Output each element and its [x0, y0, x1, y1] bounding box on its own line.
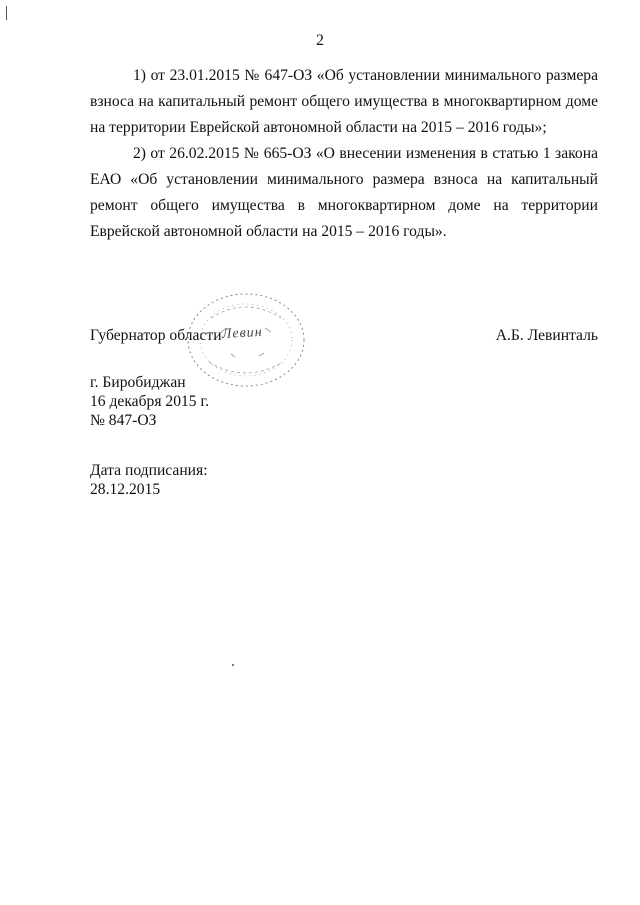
governor-name: А.Б. Левинталь [495, 327, 598, 344]
signing-date-value: 28.12.2015 [90, 481, 161, 498]
scan-speck [232, 664, 234, 666]
scan-edge-mark [6, 6, 7, 20]
list-item: 1) от 23.01.2015 № 647-ОЗ «Об установлении минимального размера взноса на капитальный ремонт общего имущества в многоквартирном доме на территории Еврейской автономной области на 2015 – 2016 годы»; [90, 67, 598, 136]
law-number: № 847-ОЗ [90, 412, 157, 429]
signing-date-block [90, 461, 208, 499]
list-item: 2) от 26.02.2015 № 665-ОЗ «О внесении изменения в статью 1 закона ЕАО «Об установлении минимального размера взноса на капитальный ремонт общего имущества в многоквартирном доме на территории Еврейской автономной области на 2015 – 2016 годы». [90, 145, 598, 240]
place-and-number-block [90, 373, 209, 430]
governor-title: Губернатор области [90, 327, 222, 344]
signing-date-label: Дата подписания: [90, 462, 208, 479]
law-date: 16 декабря 2015 г. [90, 393, 210, 410]
handwritten-signature: Левин [221, 324, 264, 343]
page-number: 2 [316, 32, 324, 49]
city-name: г. Биробиджан [90, 374, 186, 391]
